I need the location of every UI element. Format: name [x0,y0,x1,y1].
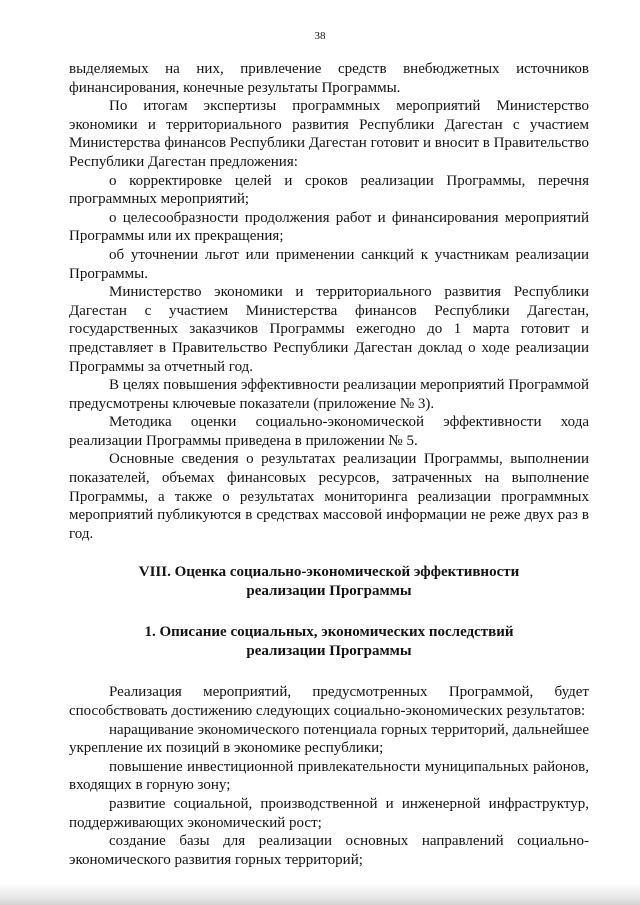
proposal-item-benefits-sanctions: об уточнении льгот или применении санкций к участникам реализации Программы. [69,246,589,282]
document-body [69,60,589,869]
paragraph-continuation: выделяемых на них, привлечение средств внебюджетных источников финансирования, конечные результаты Программы. [69,61,589,96]
result-item-infrastructure: развитие социальной, производственной и инженерной инфраструктур, поддерживающих экономический рост; [69,796,589,831]
paragraph-expected-results: Реализация мероприятий, предусмотренных Программой, будет способствовать достижению следующих социально-экономических результатов: [69,684,589,720]
subsection-heading-line-2: реализации Программы [246,643,412,660]
paragraph-annual-report: Министерство экономики и территориального развития Республики Дагестан с участием Министерства финансов Республики Дагестан, государственных заказчиков Программы ежегодно до 1 марта готовит и представляет в Правительство Республики Дагестан доклад о ходе реализации Программы за отчетный год. [69,284,589,375]
paragraph-expertise-results: По итогам экспертизы программных мероприятий Министерство экономики и территориального развития Республики Дагестан с участием Министерства финансов Республики Дагестан готовит и вносит в Правительство Республики Дагестан предложения: [69,98,589,170]
section-heading [69,563,589,601]
paragraph-publication: Основные сведения о результатах реализации Программы, выполнении показателей, объемах финансовых ресурсов, затраченных на выполнение Программы, а также о результатах мониторинга реализации программных мероприятий публикуются в средствах массовой информации не реже двух раз в год. [69,451,589,542]
subsection-heading-line-1: 1. Описание социальных, экономических последствий [144,624,514,641]
proposal-item-continue-or-stop: о целесообразности продолжения работ и финансирования мероприятий Программы или их прекращения; [69,209,589,245]
section-heading-line-2: реализации Программы [246,583,412,600]
result-item-development-base: создание базы для реализации основных направлений социально-экономического развития горных территорий; [69,833,589,868]
scan-bottom-edge [0,883,640,905]
result-item-economic-potential: наращивание экономического потенциала горных территорий, дальнейшее укрепление их позиций в экономике республики; [69,721,589,757]
proposal-item-adjust-goals: о корректировке целей и сроков реализации Программы, перечня программных мероприятий; [69,172,589,208]
page-number: 38 [314,30,326,42]
paragraph-key-indicators: В целях повышения эффективности реализации мероприятий Программой предусмотрены ключевые показатели (приложение № 3). [69,377,589,412]
subsection-heading [69,623,589,661]
paragraph-methodology: Методика оценки социально-экономической эффективности хода реализации Программы приведена в приложении № 5. [69,414,589,449]
result-item-investment-attractiveness: повышение инвестиционной привлекательности муниципальных районов, входящих в горную зону; [69,758,589,794]
section-heading-line-1: VIII. Оценка социально-экономической эффективности [138,564,520,581]
